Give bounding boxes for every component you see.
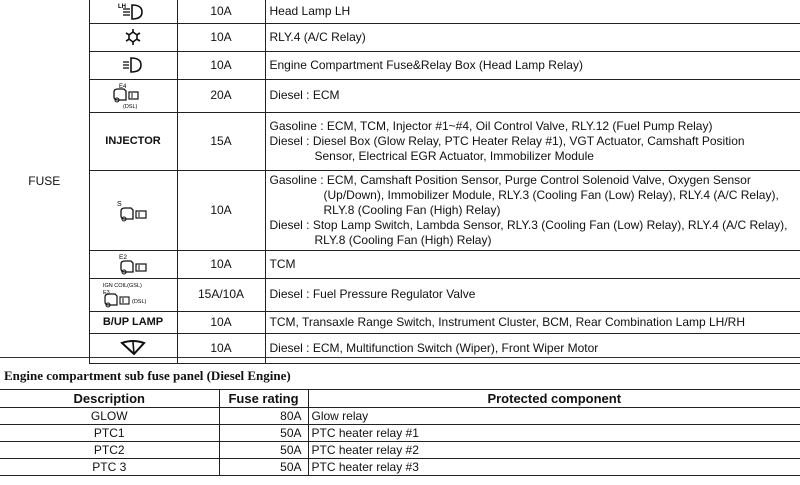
component-line: (Up/Down), Immobilizer Module, RLY.3 (Cooling Fan (Low) Relay), RLY.4 (A/C Relay), xyxy=(323,187,779,202)
column-header-description: Description xyxy=(0,390,219,408)
table-row xyxy=(0,278,800,311)
component-cell: PTC heater relay #2 xyxy=(308,442,800,459)
component-line: Engine Compartment Fuse&Relay Box (Head Lamp Relay) xyxy=(269,57,583,72)
component-line: Diesel : ECM, Multifunction Switch (Wiper), Front Wiper Motor xyxy=(269,340,599,355)
rating-cell: 15A/10A xyxy=(177,278,265,311)
component-line: Gasoline : ECM, TCM, Injector #1~#4, Oil Control Valve, RLY.12 (Fuel Pump Relay) xyxy=(269,118,713,133)
component-line: Sensor, Electrical EGR Actuator, Immobilizer Module xyxy=(314,148,594,163)
rating-cell: 10A xyxy=(177,250,265,278)
symbol-cell xyxy=(89,112,177,170)
rating-cell: 10A xyxy=(177,51,265,79)
table-row xyxy=(0,442,800,459)
table-row xyxy=(0,311,800,333)
component-cell xyxy=(265,79,800,112)
component-cell xyxy=(265,250,800,278)
component-line: RLY.8 (Cooling Fan (High) Relay) xyxy=(323,202,501,217)
component-cell xyxy=(265,0,800,23)
rating-cell: 10A xyxy=(177,170,265,250)
fuse-category-cell xyxy=(0,0,89,363)
engine-e3-text: E3 xyxy=(103,289,110,296)
description-cell: PTC2 xyxy=(0,442,219,459)
component-cell: PTC heater relay #1 xyxy=(308,425,800,442)
engine-tcm-icon xyxy=(113,252,153,276)
component-line: Diesel : Diesel Box (Glow Relay, PTC Heater Relay #1), VGT Actuator, Camshaft Position xyxy=(269,133,745,148)
component-cell xyxy=(265,333,800,363)
ac-snowflake-icon xyxy=(123,27,143,47)
rating-cell: 20A xyxy=(177,79,265,112)
symbol-cell xyxy=(89,23,177,51)
rating-cell: 10A xyxy=(177,333,265,363)
table-row xyxy=(0,51,800,79)
table-row xyxy=(0,0,800,23)
component-cell xyxy=(265,278,800,311)
component-cell xyxy=(265,112,800,170)
component-line: RLY.8 (Cooling Fan (High) Relay) xyxy=(314,232,492,247)
table-row xyxy=(0,112,800,170)
sub-panel-heading: Engine compartment sub fuse panel (Diesel Engine) xyxy=(4,368,291,383)
ign-coil-sub-text: (DSL) xyxy=(132,298,147,305)
table-row xyxy=(0,425,800,442)
table-row xyxy=(0,170,800,250)
head-lamp-lh-icon xyxy=(118,1,148,21)
symbol-cell xyxy=(89,51,177,79)
symbol-cell xyxy=(89,311,177,333)
component-cell xyxy=(265,51,800,79)
table-row xyxy=(0,408,800,425)
symbol-cell xyxy=(89,278,177,311)
component-cell: Glow relay xyxy=(308,408,800,425)
rating-cell: 10A xyxy=(177,311,265,333)
description-cell: GLOW xyxy=(0,408,219,425)
table-row xyxy=(0,250,800,278)
header-row xyxy=(0,390,800,408)
rating-cell: 15A xyxy=(177,112,265,170)
component-cell: PTC heater relay #3 xyxy=(308,459,800,476)
column-header-rating: Fuse rating xyxy=(219,390,308,408)
rating-cell: 50A xyxy=(219,425,308,442)
component-line: TCM, Transaxle Range Switch, Instrument Cluster, BCM, Rear Combination Lamp LH/RH xyxy=(269,314,746,329)
injector-label: INJECTOR xyxy=(105,135,161,147)
table-row xyxy=(0,459,800,476)
engine-s-text: S xyxy=(117,201,122,208)
description-cell: PTC 3 xyxy=(0,459,219,476)
engine-sensor-icon xyxy=(113,198,153,222)
head-lamp-lh-text: LH xyxy=(118,4,126,11)
fuse-category-label: FUSE xyxy=(28,174,61,188)
column-header-component: Protected component xyxy=(308,390,800,408)
component-cell xyxy=(265,170,800,250)
rating-cell: 10A xyxy=(177,0,265,23)
component-cell xyxy=(265,23,800,51)
sub-fuse-table xyxy=(0,389,800,476)
backup-lamp-label: B/UP LAMP xyxy=(102,316,164,328)
component-line: RLY.4 (A/C Relay) xyxy=(269,29,366,44)
ign-coil-icon xyxy=(101,281,165,309)
component-line: Diesel : Fuel Pressure Regulator Valve xyxy=(269,287,476,301)
component-cell xyxy=(265,311,800,333)
component-line: Gasoline : ECM, Camshaft Position Sensor, Purge Control Solenoid Valve, Oxygen Sensor xyxy=(269,172,751,187)
section-divider xyxy=(0,357,800,358)
rating-cell: 80A xyxy=(219,408,308,425)
component-line: Diesel : ECM xyxy=(269,88,340,102)
symbol-cell xyxy=(89,170,177,250)
component-line: Head Lamp LH xyxy=(269,3,351,18)
rating-cell: 50A xyxy=(219,459,308,476)
head-lamp-icon xyxy=(121,55,145,75)
symbol-cell xyxy=(89,0,177,23)
rating-cell: 10A xyxy=(177,23,265,51)
engine-code-text: E4 xyxy=(119,83,127,90)
component-line: TCM xyxy=(269,256,296,271)
rating-cell: 50A xyxy=(219,442,308,459)
ign-coil-text: IGN COIL(GSL) xyxy=(103,282,142,289)
symbol-cell xyxy=(89,333,177,363)
table-row xyxy=(0,79,800,112)
symbol-cell xyxy=(89,250,177,278)
engine-sub-text: (DSL) xyxy=(123,103,138,110)
engine-e2-text: E2 xyxy=(119,254,127,261)
symbol-cell xyxy=(89,79,177,112)
engine-ecm-dsl-icon xyxy=(110,82,156,110)
description-cell: PTC1 xyxy=(0,425,219,442)
table-row xyxy=(0,23,800,51)
component-line: Diesel : Stop Lamp Switch, Lambda Sensor, RLY.3 (Cooling Fan (Low) Relay), RLY.4 (A/C Relay), xyxy=(269,217,788,232)
table-row xyxy=(0,333,800,363)
wiper-icon xyxy=(120,339,146,357)
